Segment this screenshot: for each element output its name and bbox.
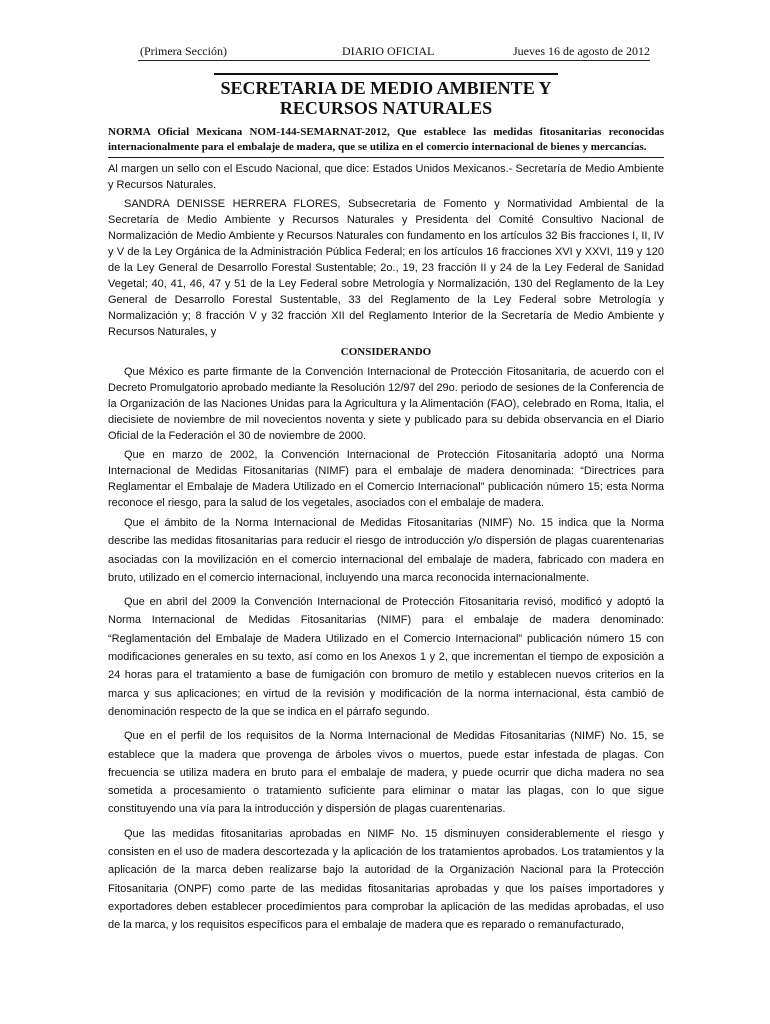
norma-rule: [108, 157, 664, 158]
preamble-paragraph: SANDRA DENISSE HERRERA FLORES, Subsecretaria de Fomento y Normatividad Ambiental de la Secretaría de Medio Ambiente y Recursos Naturales y Presidenta del Comité Consultivo Nacional de Normalización de Medio Ambiente y Recursos Naturales con fundamento en los artículos 32 Bis fracciones I, II, IV y V de la Ley Orgánica de la Administración Pública Federal; en los artículos 16 fracciones XVI y XXVI, 119 y 120 de la Ley General de Desarrollo Forestal Sustentable; 2o., 19, 23 fracción II y 24 de la Ley Federal de Sanidad Vegetal; 40, 41, 46, 47 y 51 de la Ley Federal sobre Metrología y Normalización, 130 del Reglamento de la Ley General de Desarrollo Forestal Sustentable, 33 del Reglamento de la Ley Federal sobre Metrología y Normalización y; 8 fracción V y 32 fracción XII del Reglamento Interior de la Secretaría de Medio Ambiente y Recursos Naturales, y: [108, 198, 664, 338]
agency-title: [108, 78, 664, 118]
page-header: [138, 44, 650, 61]
considerando-paragraph-2: Que en marzo de 2002, la Convención Internacional de Protección Fitosanitaria adoptó una Norma Internacional de Medidas Fitosanitarias (NIMF) para el embalaje de madera denominada: “Directrices para Reglamentar el Embalaje de Madera Utilizado en el Comercio Internacional” publicación número 15; esta Norma reconoce el riesgo, para la salud de los vegetales, asociados con el embalaje de madera.: [108, 449, 664, 509]
considerando-paragraph-6: Que las medidas fitosanitarias aprobadas en NIMF No. 15 disminuyen considerablemente el riesgo y consisten en el uso de madera descortezada y la aplicación de los tratamientos aprobados. Los tratamientos y la aplicación de la marca deben realizarse bajo la autoridad de la Organización Nacional para la Protección Fitosanitaria (ONPF) como parte de las medidas fitosanitarias aprobadas y que los países importadores y exportadores deben establecer procedimientos para comprobar la aplicación de las medidas aprobadas, el uso de la marca, y los requisitos específicos para el embalaje de madera que es reparado o remanufacturado,: [108, 827, 664, 932]
considerando-paragraph-5: Que en el perfil de los requisitos de la Norma Internacional de Medidas Fitosanitarias (NIMF) No. 15, se establece que la madera que provenga de árboles vivos o muertos, puede estar infestada de plagas. Con frecuencia se utiliza madera en bruto para el embalaje de madera, y puede ocurrir que dicha madera no sea sometida a procesamiento o tratamiento suficiente para eliminar o matar las plagas, con lo que sigue constituyendo una vía para la introducción y dispersión de plagas cuarentenarias.: [108, 730, 664, 816]
considerando-heading: CONSIDERANDO: [340, 346, 432, 358]
title-rule: [214, 73, 558, 75]
agency-title-line-1: SECRETARIA DE MEDIO AMBIENTE Y: [220, 78, 552, 98]
considerando-paragraph-3: Que el ámbito de la Norma Internacional de Medidas Fitosanitarias (NIMF) No. 15 indica que la Norma describe las medidas fitosanitarias para reducir el riesgo de introducción y/o dispersión de plagas cuarentenarias asociadas con la movilización en el comercio internacional del embalaje de madera, fabricado con madera en bruto, utilizado en el comercio internacional, incluyendo una marca reconocida internacionalmente.: [108, 517, 664, 584]
document-body: [108, 161, 664, 941]
agency-title-line-2: RECURSOS NATURALES: [279, 98, 493, 118]
considerando-paragraph-1: Que México es parte firmante de la Convención Internacional de Protección Fitosanitaria, de acuerdo con el Decreto Promulgatorio aprobado mediante la Resolución 12/97 del 29o. periodo de sesiones de la Conferencia de la Organización de las Naciones Unidas para la Agricultura y la Alimentación (FAO), celebrado en Roma, Italia, el diecisiete de noviembre de mil novecientos noventa y siete y publicado para su debida observancia en el Diario Oficial de la Federación el 30 de noviembre de 2000.: [108, 366, 664, 442]
margin-note: Al margen un sello con el Escudo Nacional, que dice: Estados Unidos Mexicanos.- Secretaría de Medio Ambiente y Recursos Naturales.: [108, 163, 664, 191]
norma-title: NORMA Oficial Mexicana NOM-144-SEMARNAT-2012, Que establece las medidas fitosanitarias reconocidas internacionalmente para el embalaje de madera, que se utiliza en el comercio internacional de bienes y mercancías.: [108, 126, 664, 153]
considerando-paragraph-4: Que en abril del 2009 la Convención Internacional de Protección Fitosanitaria revisó, modificó y adoptó la Norma Internacional de Medidas Fitosanitarias (NIMF) para el embalaje de madera denominado: “Reglamentación del Embalaje de Madera Utilizado en el Comercio Internacional” publicación número 15 con modificaciones generales en su texto, así como en los Anexos 1 y 2, que incrementan el tiempo de exposición a 24 horas para el tratamiento a base de fumigación con bromuro de metilo y establecen nuevos criterios en la marca y sus aplicaciones; en virtud de la revisión y modificación de la norma internacional, ésta cambió de denominación respecto de la que se indica en el párrafo segundo.: [108, 596, 664, 718]
publication-name: DIARIO OFICIAL: [342, 44, 435, 58]
section-label: (Primera Sección): [140, 44, 227, 58]
publication-date: Jueves 16 de agosto de 2012: [513, 44, 650, 58]
